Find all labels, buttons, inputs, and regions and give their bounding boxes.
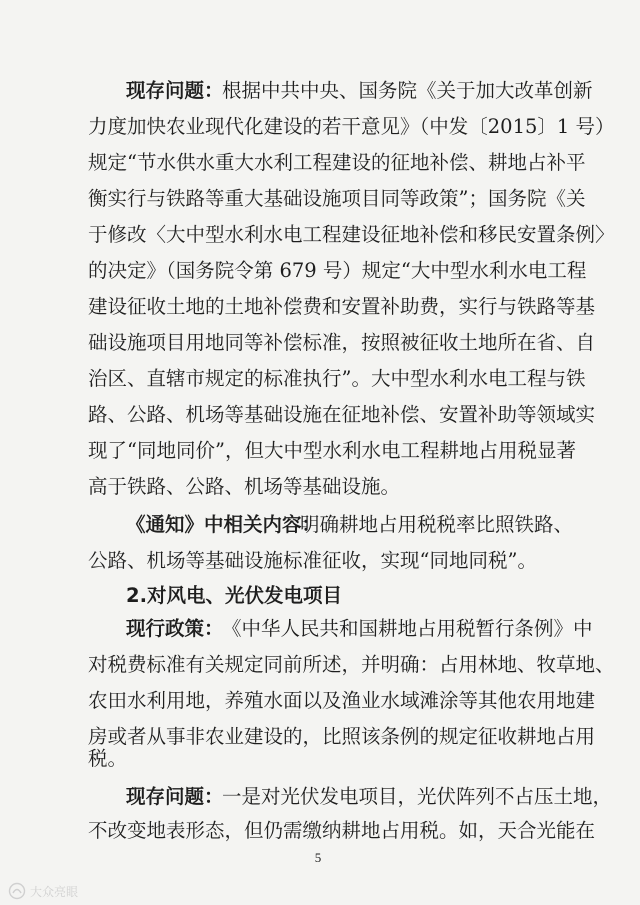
section-label: 现存问题： — [126, 785, 224, 808]
text-line: 于修改〈大中型水利水电工程建设征地补偿和移民安置条例〉 — [88, 223, 615, 246]
text-line: 《中华人民共和国耕地占用税暂行条例》中 — [222, 617, 593, 640]
text-line: 根据中共中央、国务院《关于加大改革创新 — [222, 79, 593, 102]
paragraph-line — [0, 784, 640, 810]
text-line: 税。 — [88, 747, 128, 770]
section-label: 现存问题： — [126, 79, 224, 102]
section-heading: 2.对风电、光伏发电项目 — [126, 584, 342, 607]
page-number: 5 — [314, 850, 322, 865]
section-label: 《通知》中相关内容： — [126, 513, 322, 536]
text-line: 础设施项目用地同等补偿标准，按照被征收土地所在省、自 — [88, 331, 596, 354]
text-line: 力度加快农业现代化建设的若干意见》（中发〔2015〕1 号） — [88, 115, 615, 138]
text-line: 衡实行与铁路等重大基础设施项目同等政策”；国务院《关 — [88, 187, 586, 210]
text-line: 规定“节水供水重大水利工程建设的征地补偿、耕地占补平 — [88, 151, 586, 174]
text-line: 一是对光伏发电项目，光伏阵列不占压土地， — [222, 785, 613, 808]
text-line: 房或者从事非农业建设的，比照该条例的规定征收耕地占用 — [88, 725, 596, 748]
section-label: 现行政策： — [126, 617, 224, 640]
text-line: 不改变地表形态，但仍需缴纳耕地占用税。如，天合光能在 — [88, 819, 596, 842]
watermark-text: 大众亮眼 — [30, 884, 79, 899]
paragraph-line — [0, 78, 640, 104]
paragraph-line — [0, 818, 640, 844]
text-line: 的决定》（国务院令第 679 号）规定“大中型水利水电工程 — [88, 259, 587, 282]
text-line: 建设征收土地的土地补偿费和安置补助费，实行与铁路等基 — [88, 295, 596, 318]
text-line: 公路、机场等基础设施标准征收，实现“同地同税”。 — [88, 549, 537, 572]
text-line: 明确耕地占用税税率比照铁路、 — [300, 513, 574, 536]
text-line: 农田水利用地，养殖水面以及渔业水域滩涂等其他农用地建 — [88, 689, 596, 712]
text-line: 对税费标准有关规定同前所述，并明确：占用林地、牧草地、 — [88, 653, 615, 676]
watermark-logo-icon — [8, 882, 26, 900]
text-line: 路、公路、机场等基础设施在征地补偿、安置补助等领域实 — [88, 403, 596, 426]
text-line: 现了“同地同价”，但大中型水利水电工程耕地占用税显著 — [88, 439, 576, 462]
watermark — [8, 880, 78, 902]
text-line: 高于铁路、公路、机场等基础设施。 — [88, 475, 401, 498]
text-line: 治区、直辖市规定的标准执行”。大中型水利水电工程与铁 — [88, 367, 586, 390]
